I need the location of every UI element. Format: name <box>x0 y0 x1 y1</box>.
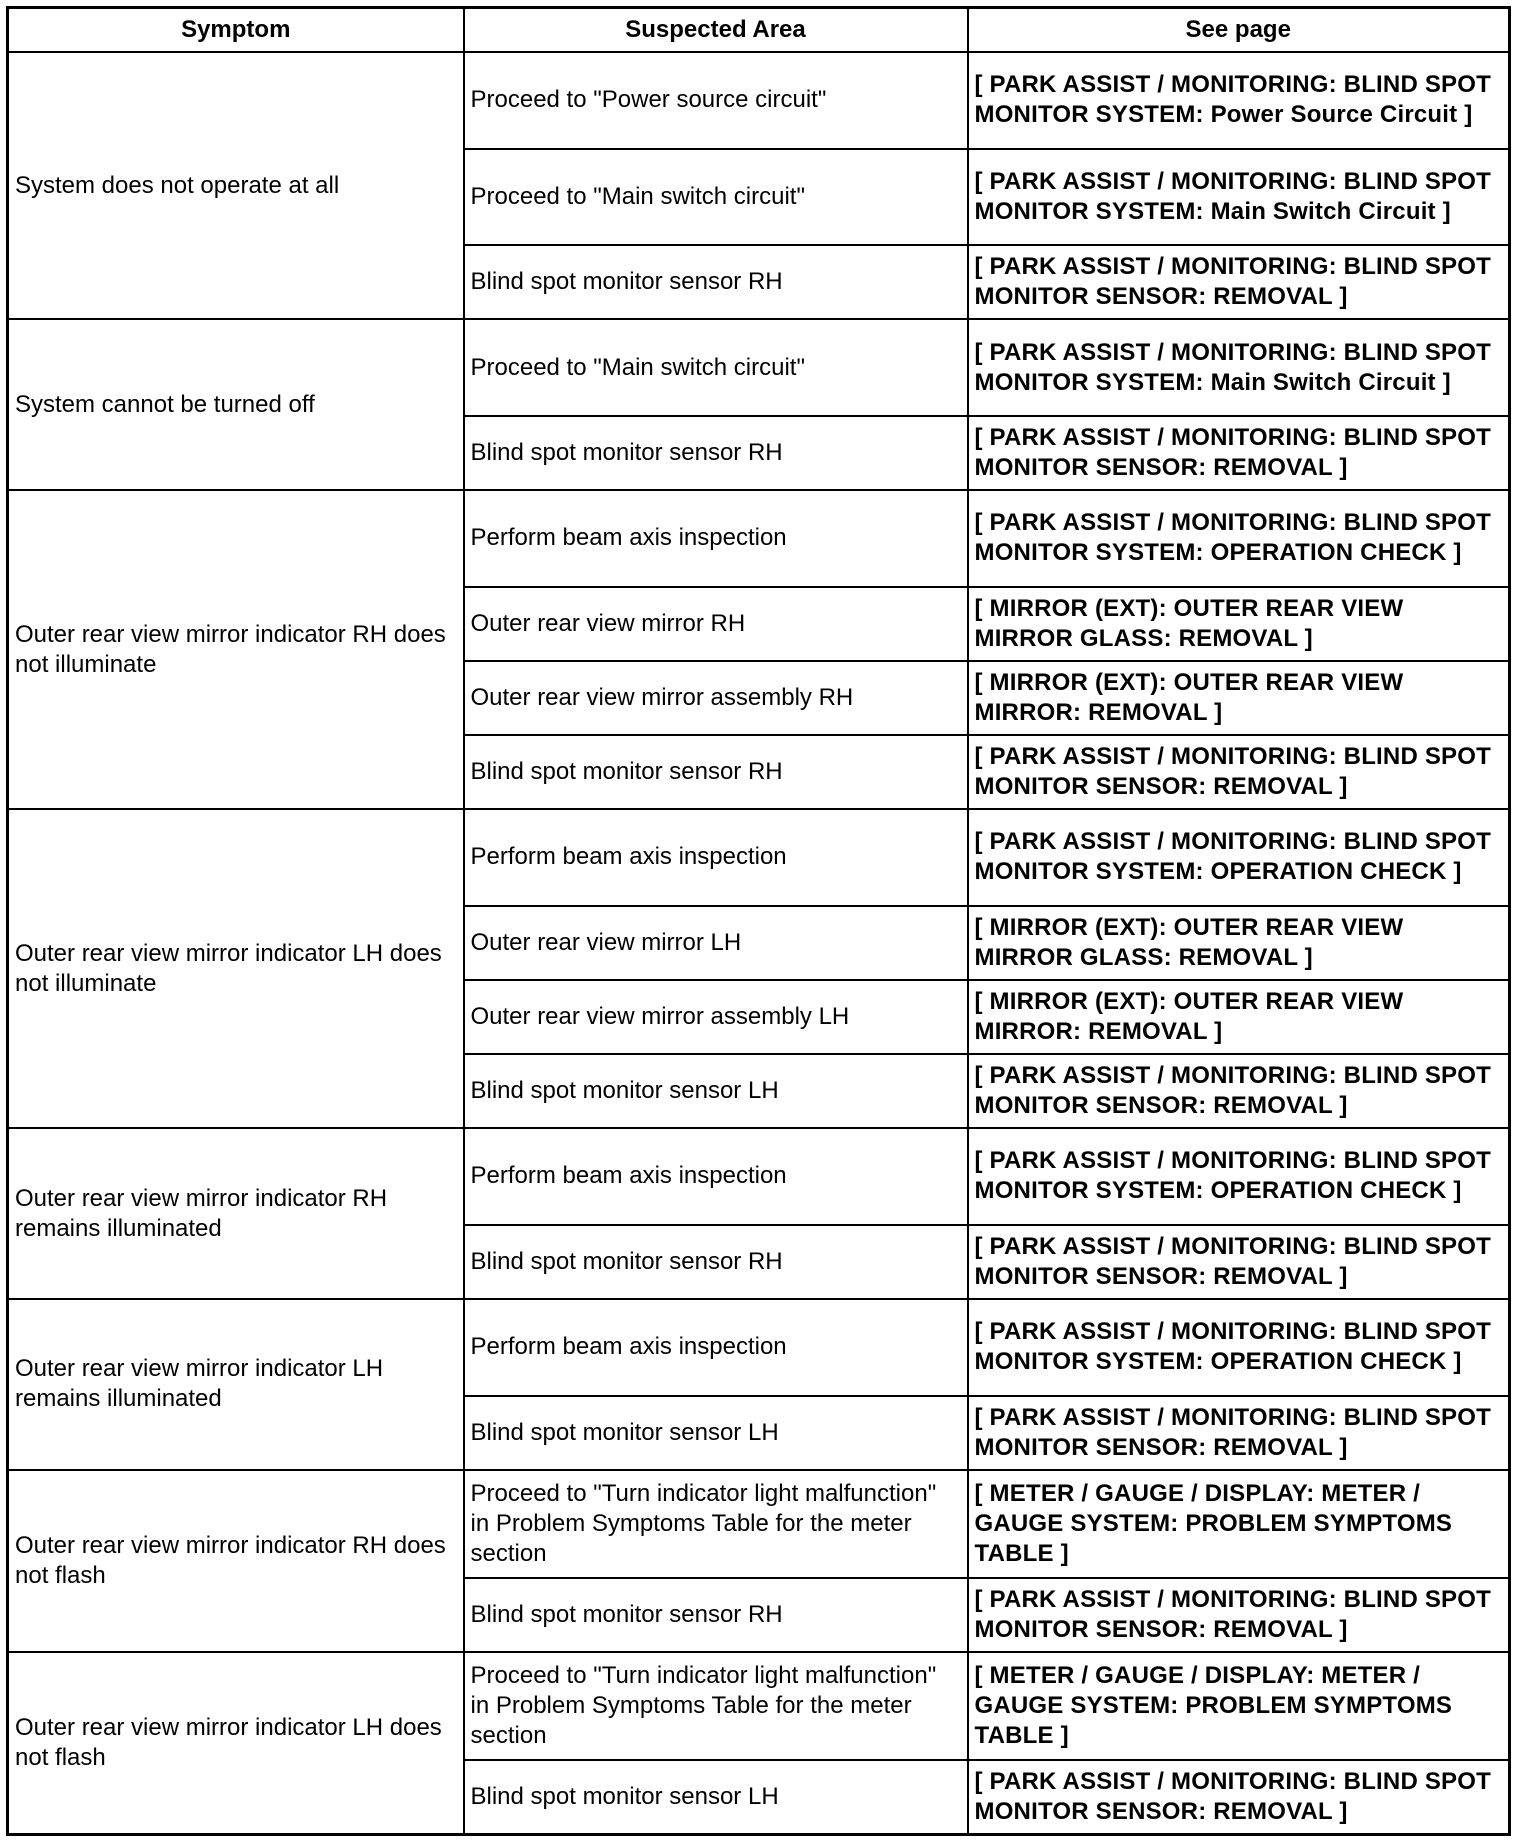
suspected-area-cell: Blind spot monitor sensor RH <box>464 1578 968 1652</box>
suspected-area-cell: Proceed to "Main switch circuit" <box>464 319 968 416</box>
see-page-link[interactable]: [ PARK ASSIST / MONITORING: BLIND SPOT MONITOR SENSOR: REMOVAL ] <box>968 1054 1510 1128</box>
see-page-link[interactable]: [ PARK ASSIST / MONITORING: BLIND SPOT MONITOR SENSOR: REMOVAL ] <box>968 245 1510 319</box>
table-body <box>8 52 1510 1835</box>
suspected-area-cell: Perform beam axis inspection <box>464 809 968 906</box>
see-page-link[interactable]: [ PARK ASSIST / MONITORING: BLIND SPOT MONITOR SENSOR: REMOVAL ] <box>968 1760 1510 1835</box>
suspected-area-cell: Blind spot monitor sensor RH <box>464 735 968 809</box>
symptom-cell: System does not operate at all <box>8 52 464 319</box>
see-page-link[interactable]: [ PARK ASSIST / MONITORING: BLIND SPOT MONITOR SYSTEM: Main Switch Circuit ] <box>968 149 1510 246</box>
table-row <box>8 1652 1510 1760</box>
see-page-link[interactable]: [ PARK ASSIST / MONITORING: BLIND SPOT MONITOR SYSTEM: OPERATION CHECK ] <box>968 490 1510 587</box>
suspected-area-cell: Perform beam axis inspection <box>464 490 968 587</box>
suspected-area-cell: Proceed to "Turn indicator light malfunction" in Problem Symptoms Table for the meter section <box>464 1652 968 1760</box>
suspected-area-cell: Outer rear view mirror assembly LH <box>464 980 968 1054</box>
see-page-link[interactable]: [ MIRROR (EXT): OUTER REAR VIEW MIRROR GLASS: REMOVAL ] <box>968 587 1510 661</box>
suspected-area-cell: Blind spot monitor sensor RH <box>464 416 968 490</box>
table-row <box>8 809 1510 906</box>
see-page-link[interactable]: [ PARK ASSIST / MONITORING: BLIND SPOT MONITOR SENSOR: REMOVAL ] <box>968 1396 1510 1470</box>
suspected-area-cell: Outer rear view mirror RH <box>464 587 968 661</box>
suspected-area-cell: Outer rear view mirror assembly RH <box>464 661 968 735</box>
see-page-link[interactable]: [ MIRROR (EXT): OUTER REAR VIEW MIRROR: REMOVAL ] <box>968 980 1510 1054</box>
header-row <box>8 8 1510 53</box>
see-page-link[interactable]: [ PARK ASSIST / MONITORING: BLIND SPOT MONITOR SYSTEM: Power Source Circuit ] <box>968 52 1510 149</box>
symptom-cell: Outer rear view mirror indicator RH does not illuminate <box>8 490 464 809</box>
see-page-link[interactable]: [ MIRROR (EXT): OUTER REAR VIEW MIRROR: REMOVAL ] <box>968 661 1510 735</box>
suspected-area-cell: Proceed to "Power source circuit" <box>464 52 968 149</box>
suspected-area-cell: Blind spot monitor sensor LH <box>464 1054 968 1128</box>
symptom-cell: Outer rear view mirror indicator LH does not flash <box>8 1652 464 1835</box>
symptom-cell: Outer rear view mirror indicator LH does not illuminate <box>8 809 464 1128</box>
see-page-link[interactable]: [ PARK ASSIST / MONITORING: BLIND SPOT MONITOR SENSOR: REMOVAL ] <box>968 735 1510 809</box>
header-symptom: Symptom <box>8 8 464 53</box>
suspected-area-cell: Perform beam axis inspection <box>464 1128 968 1225</box>
see-page-link[interactable]: [ PARK ASSIST / MONITORING: BLIND SPOT MONITOR SENSOR: REMOVAL ] <box>968 416 1510 490</box>
table-row <box>8 1470 1510 1578</box>
see-page-link[interactable]: [ METER / GAUGE / DISPLAY: METER / GAUGE SYSTEM: PROBLEM SYMPTOMS TABLE ] <box>968 1470 1510 1578</box>
symptom-cell: Outer rear view mirror indicator RH remains illuminated <box>8 1128 464 1299</box>
suspected-area-cell: Proceed to "Turn indicator light malfunction" in Problem Symptoms Table for the meter section <box>464 1470 968 1578</box>
see-page-link[interactable]: [ PARK ASSIST / MONITORING: BLIND SPOT MONITOR SYSTEM: OPERATION CHECK ] <box>968 1128 1510 1225</box>
suspected-area-cell: Blind spot monitor sensor RH <box>464 1225 968 1299</box>
symptom-cell: System cannot be turned off <box>8 319 464 490</box>
suspected-area-cell: Blind spot monitor sensor RH <box>464 245 968 319</box>
suspected-area-cell: Blind spot monitor sensor LH <box>464 1396 968 1470</box>
header-see-page: See page <box>968 8 1510 53</box>
see-page-link[interactable]: [ PARK ASSIST / MONITORING: BLIND SPOT MONITOR SYSTEM: OPERATION CHECK ] <box>968 1299 1510 1396</box>
table-row <box>8 52 1510 149</box>
table-row <box>8 1299 1510 1396</box>
symptom-cell: Outer rear view mirror indicator LH remains illuminated <box>8 1299 464 1470</box>
suspected-area-cell: Outer rear view mirror LH <box>464 906 968 980</box>
suspected-area-cell: Proceed to "Main switch circuit" <box>464 149 968 246</box>
see-page-link[interactable]: [ METER / GAUGE / DISPLAY: METER / GAUGE SYSTEM: PROBLEM SYMPTOMS TABLE ] <box>968 1652 1510 1760</box>
see-page-link[interactable]: [ PARK ASSIST / MONITORING: BLIND SPOT MONITOR SYSTEM: Main Switch Circuit ] <box>968 319 1510 416</box>
see-page-link[interactable]: [ PARK ASSIST / MONITORING: BLIND SPOT MONITOR SYSTEM: OPERATION CHECK ] <box>968 809 1510 906</box>
see-page-link[interactable]: [ PARK ASSIST / MONITORING: BLIND SPOT MONITOR SENSOR: REMOVAL ] <box>968 1225 1510 1299</box>
table-row <box>8 1128 1510 1225</box>
see-page-link[interactable]: [ PARK ASSIST / MONITORING: BLIND SPOT MONITOR SENSOR: REMOVAL ] <box>968 1578 1510 1652</box>
see-page-link[interactable]: [ MIRROR (EXT): OUTER REAR VIEW MIRROR GLASS: REMOVAL ] <box>968 906 1510 980</box>
table-row <box>8 319 1510 416</box>
suspected-area-cell: Perform beam axis inspection <box>464 1299 968 1396</box>
problem-symptoms-table <box>6 6 1511 1836</box>
symptom-cell: Outer rear view mirror indicator RH does not flash <box>8 1470 464 1652</box>
suspected-area-cell: Blind spot monitor sensor LH <box>464 1760 968 1835</box>
table-row <box>8 490 1510 587</box>
header-suspected-area: Suspected Area <box>464 8 968 53</box>
